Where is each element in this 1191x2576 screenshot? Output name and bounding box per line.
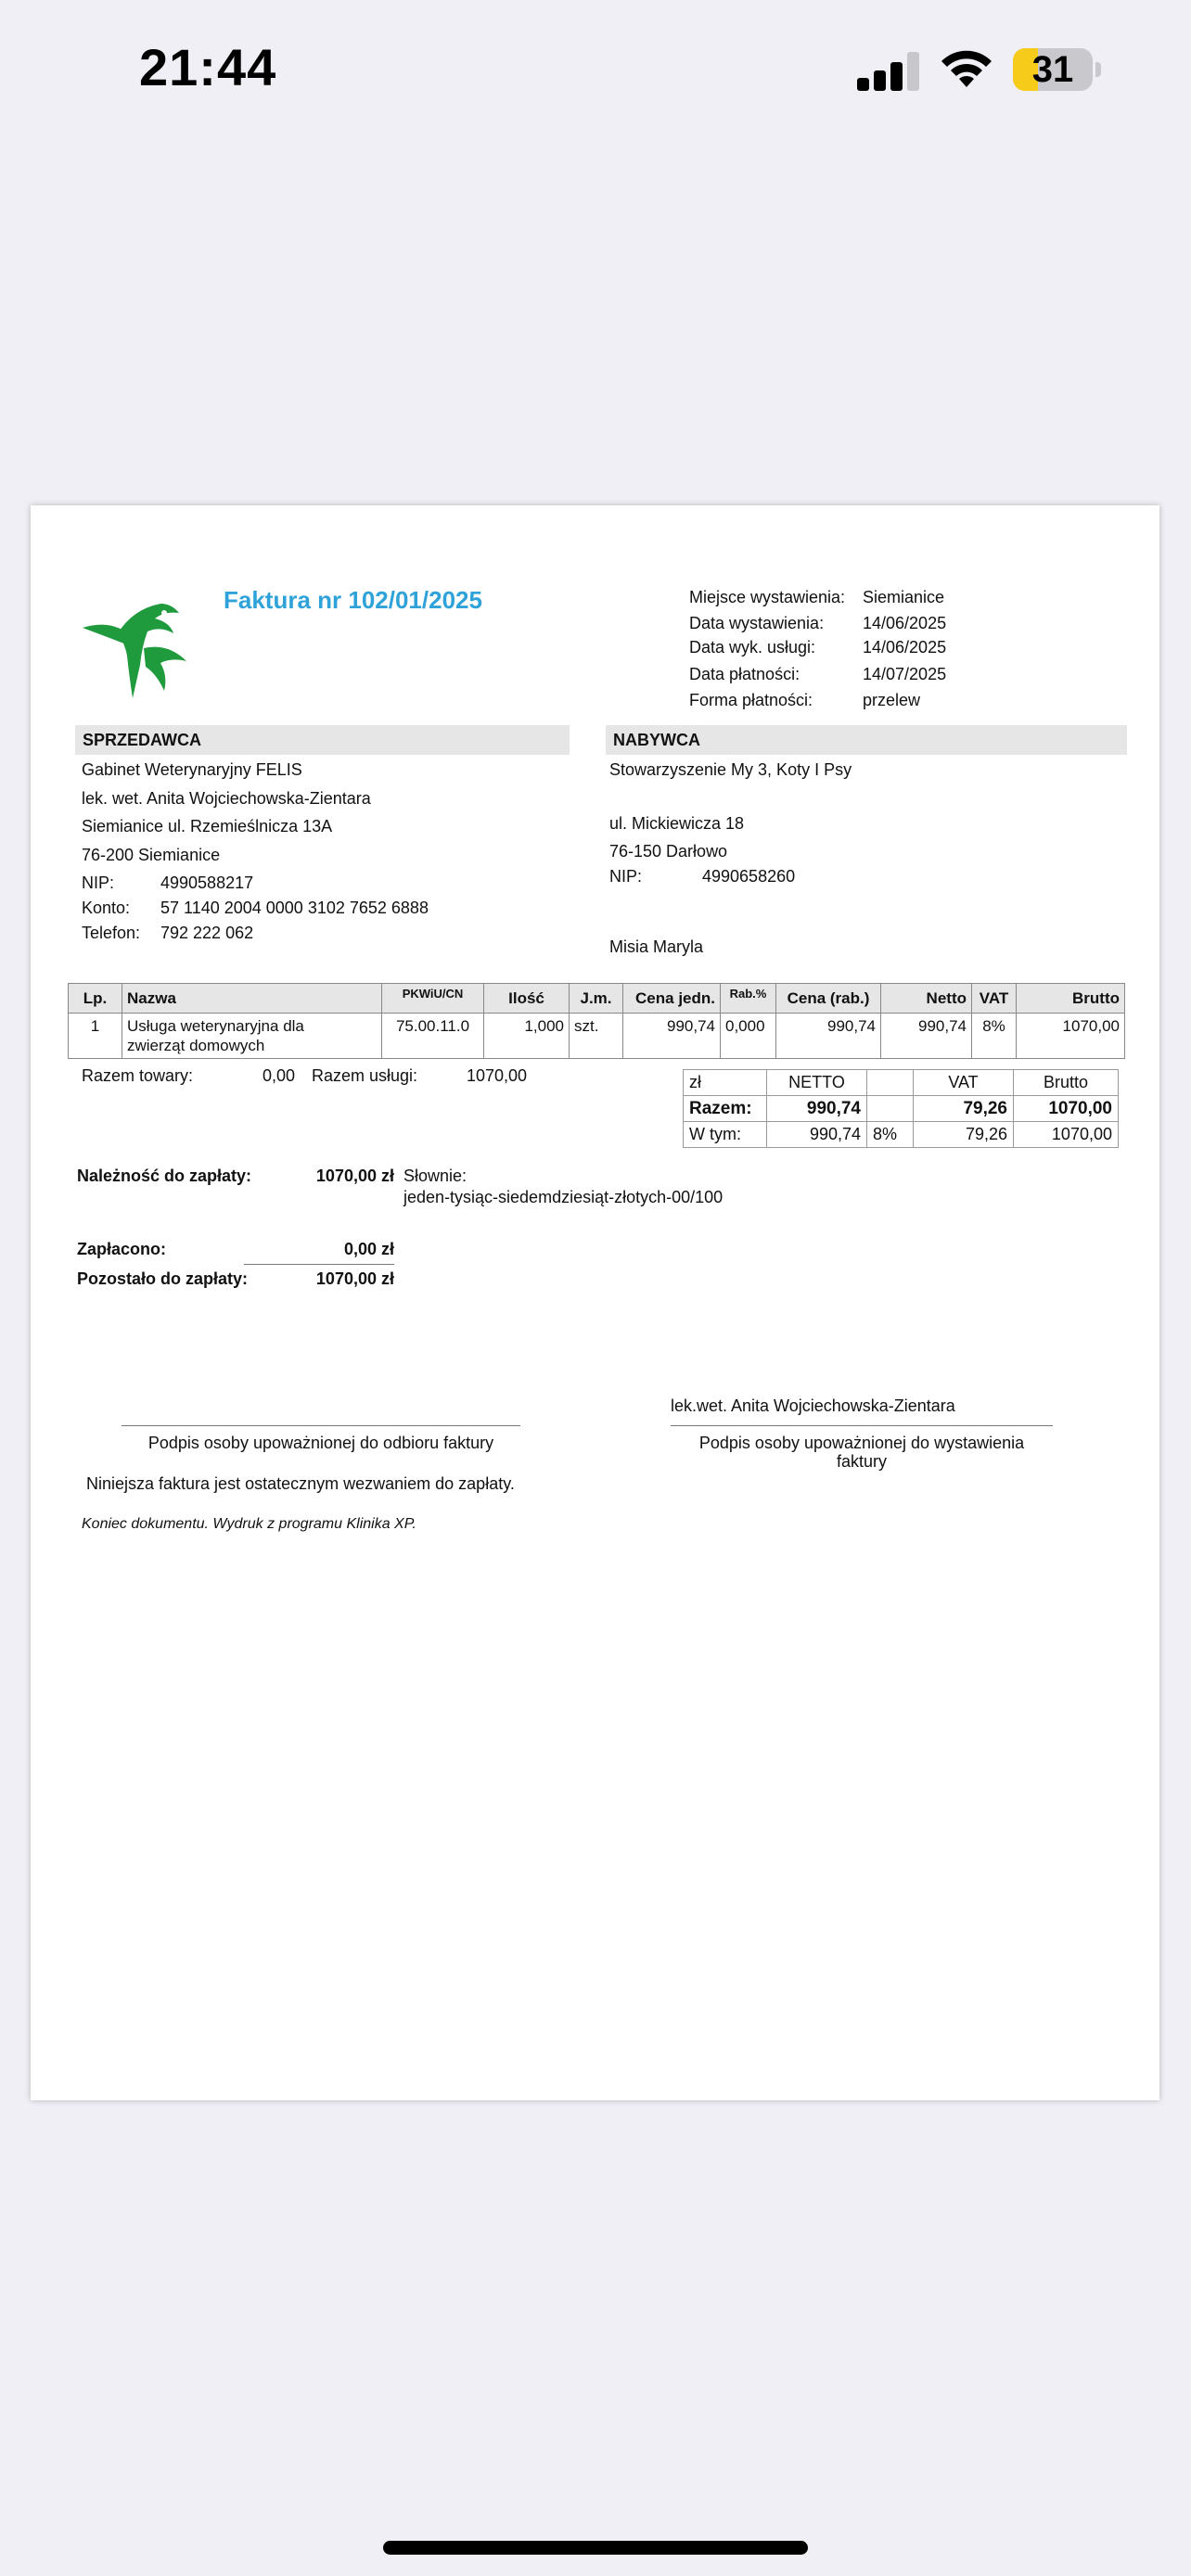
buyer-city: 76-150 Darłowo bbox=[609, 842, 728, 861]
amount-due-label: Należność do zapłaty: bbox=[77, 1167, 252, 1185]
sum-h-currency: zł bbox=[684, 1070, 767, 1096]
meta-issue-date-label: Data wystawienia: bbox=[689, 614, 825, 632]
sum-incl-vat: 79,26 bbox=[914, 1122, 1014, 1148]
seller-phone: 792 222 062 bbox=[160, 924, 254, 942]
meta-service-date-value: 14/06/2025 bbox=[863, 638, 947, 657]
sum-incl-rate: 8% bbox=[867, 1122, 914, 1148]
sum-incl-gross: 1070,00 bbox=[1014, 1122, 1119, 1148]
services-total: 1070,00 bbox=[467, 1066, 528, 1085]
seller-header: SPRZEDAWCA bbox=[75, 725, 570, 755]
cell-pkwiu: 75.00.11.0 bbox=[382, 1014, 484, 1059]
col-vat: VAT bbox=[972, 984, 1017, 1014]
col-unit: J.m. bbox=[570, 984, 623, 1014]
seller-account-label: Konto: bbox=[82, 899, 131, 917]
cell-name bbox=[122, 1014, 382, 1059]
cell-unit-price: 990,74 bbox=[623, 1014, 721, 1059]
issuer-signature-line bbox=[671, 1425, 1053, 1426]
remaining-amount: 1070,00 zł bbox=[315, 1269, 394, 1288]
seller-phone-label: Telefon: bbox=[82, 924, 141, 942]
buyer-header: NABYWCA bbox=[606, 725, 1127, 755]
amount-in-words: jeden-tysiąc-siedemdziesiąt-złotych-00/100 bbox=[403, 1188, 724, 1206]
vat-summary-table bbox=[683, 1069, 1119, 1148]
final-notice: Niniejsza faktura jest ostatecznym wezwaniem do zapłaty. bbox=[86, 1474, 515, 1493]
col-gross: Brutto bbox=[1017, 984, 1125, 1014]
sum-incl-label: W tym: bbox=[684, 1122, 767, 1148]
sum-h-vat: VAT bbox=[914, 1070, 1014, 1096]
cell-lp: 1 bbox=[69, 1014, 122, 1059]
sum-h-net: NETTO bbox=[767, 1070, 867, 1096]
seller-account: 57 1140 2004 0000 3102 7652 6888 bbox=[160, 899, 429, 917]
cell-qty: 1,000 bbox=[484, 1014, 570, 1059]
seller-street: Siemianice ul. Rzemieślnicza 13A bbox=[82, 817, 333, 835]
wifi-icon bbox=[937, 45, 996, 91]
cell-discount: 0,000 bbox=[721, 1014, 776, 1059]
sum-total-net: 990,74 bbox=[767, 1096, 867, 1122]
words-label: Słownie: bbox=[403, 1167, 467, 1185]
cell-price-disc: 990,74 bbox=[776, 1014, 881, 1059]
battery-icon bbox=[1013, 48, 1093, 91]
goods-total: 0,00 bbox=[263, 1066, 296, 1085]
sum-total-label: Razem: bbox=[684, 1096, 767, 1122]
issuer-signature-caption-1: Podpis osoby upoważnionej do wystawienia bbox=[698, 1434, 1025, 1452]
sum-total-rate bbox=[867, 1096, 914, 1122]
cell-vat: 8% bbox=[972, 1014, 1017, 1059]
seller-city: 76-200 Siemianice bbox=[82, 846, 221, 864]
cell-net: 990,74 bbox=[881, 1014, 972, 1059]
col-discount: Rab.% bbox=[721, 984, 776, 1014]
sum-h-gross: Brutto bbox=[1014, 1070, 1119, 1096]
issuer-signature-caption-2: faktury bbox=[836, 1452, 888, 1471]
seller-name: Gabinet Weterynaryjny FELIS bbox=[82, 760, 302, 779]
home-indicator[interactable] bbox=[383, 2541, 808, 2555]
col-qty: Ilość bbox=[484, 984, 570, 1014]
cellular-signal-icon bbox=[857, 52, 920, 91]
status-time: 21:44 bbox=[139, 38, 277, 96]
clinic-logo bbox=[75, 591, 196, 702]
meta-issue-date-value: 14/06/2025 bbox=[863, 614, 947, 632]
items-table-header bbox=[69, 984, 1125, 1014]
buyer-contact: Misia Maryla bbox=[609, 937, 704, 956]
buyer-nip-label: NIP: bbox=[609, 867, 643, 886]
meta-payment-date-value: 14/07/2025 bbox=[863, 665, 947, 683]
meta-payment-date-label: Data płatności: bbox=[689, 665, 800, 683]
buyer-street: ul. Mickiewicza 18 bbox=[609, 814, 745, 833]
summary-header-row bbox=[684, 1070, 1119, 1096]
receiver-signature-caption: Podpis osoby upoważnionej do odbioru faktury bbox=[147, 1434, 494, 1452]
meta-place-value: Siemianice bbox=[863, 588, 945, 606]
seller-nip: 4990588217 bbox=[160, 874, 254, 892]
paid-underline bbox=[244, 1264, 394, 1265]
col-pkwiu: PKWiU/CN bbox=[382, 984, 484, 1014]
cell-unit: szt. bbox=[570, 1014, 623, 1059]
end-note: Koniec dokumentu. Wydruk z programu Klinika XP. bbox=[82, 1516, 416, 1532]
cell-name-line1: Usługa weterynaryjna dla bbox=[127, 1017, 304, 1035]
issuer-signature-name: lek.wet. Anita Wojciechowska-Zientara bbox=[671, 1396, 955, 1415]
buyer-nip: 4990658260 bbox=[702, 867, 796, 886]
invoice-title: Faktura nr 102/01/2025 bbox=[224, 586, 482, 614]
goods-total-label: Razem towary: bbox=[82, 1066, 194, 1085]
cell-gross: 1070,00 bbox=[1017, 1014, 1125, 1059]
sum-total-gross: 1070,00 bbox=[1014, 1096, 1119, 1122]
sum-total-vat: 79,26 bbox=[914, 1096, 1014, 1122]
col-name: Nazwa bbox=[122, 984, 382, 1014]
battery-level: 31 bbox=[1031, 49, 1074, 90]
meta-service-date-label: Data wyk. usługi: bbox=[689, 638, 816, 657]
sum-h-rate bbox=[867, 1070, 914, 1096]
amount-due: 1070,00 zł bbox=[315, 1167, 394, 1185]
summary-incl-row bbox=[684, 1122, 1119, 1148]
items-table bbox=[68, 983, 1125, 1059]
paid-label: Zapłacono: bbox=[77, 1240, 167, 1258]
seller-person: lek. wet. Anita Wojciechowska-Zientara bbox=[82, 789, 371, 808]
col-net: Netto bbox=[881, 984, 972, 1014]
buyer-name: Stowarzyszenie My 3, Koty I Psy bbox=[609, 760, 852, 779]
meta-place-label: Miejsce wystawienia: bbox=[689, 588, 846, 606]
table-row bbox=[69, 1014, 1125, 1059]
meta-payment-form-value: przelew bbox=[863, 691, 921, 709]
col-unit-price: Cena jedn. bbox=[623, 984, 721, 1014]
paid-amount: 0,00 zł bbox=[343, 1240, 394, 1258]
receiver-signature-line bbox=[122, 1425, 520, 1426]
summary-total-row bbox=[684, 1096, 1119, 1122]
sum-incl-net: 990,74 bbox=[767, 1122, 867, 1148]
seller-nip-label: NIP: bbox=[82, 874, 115, 892]
col-price-disc: Cena (rab.) bbox=[776, 984, 881, 1014]
col-lp: Lp. bbox=[69, 984, 122, 1014]
cell-name-line2: zwierząt domowych bbox=[127, 1037, 265, 1054]
invoice-document bbox=[31, 505, 1159, 2100]
meta-payment-form-label: Forma płatności: bbox=[689, 691, 813, 709]
remaining-label: Pozostało do zapłaty: bbox=[77, 1269, 249, 1288]
services-total-label: Razem usługi: bbox=[312, 1066, 418, 1085]
